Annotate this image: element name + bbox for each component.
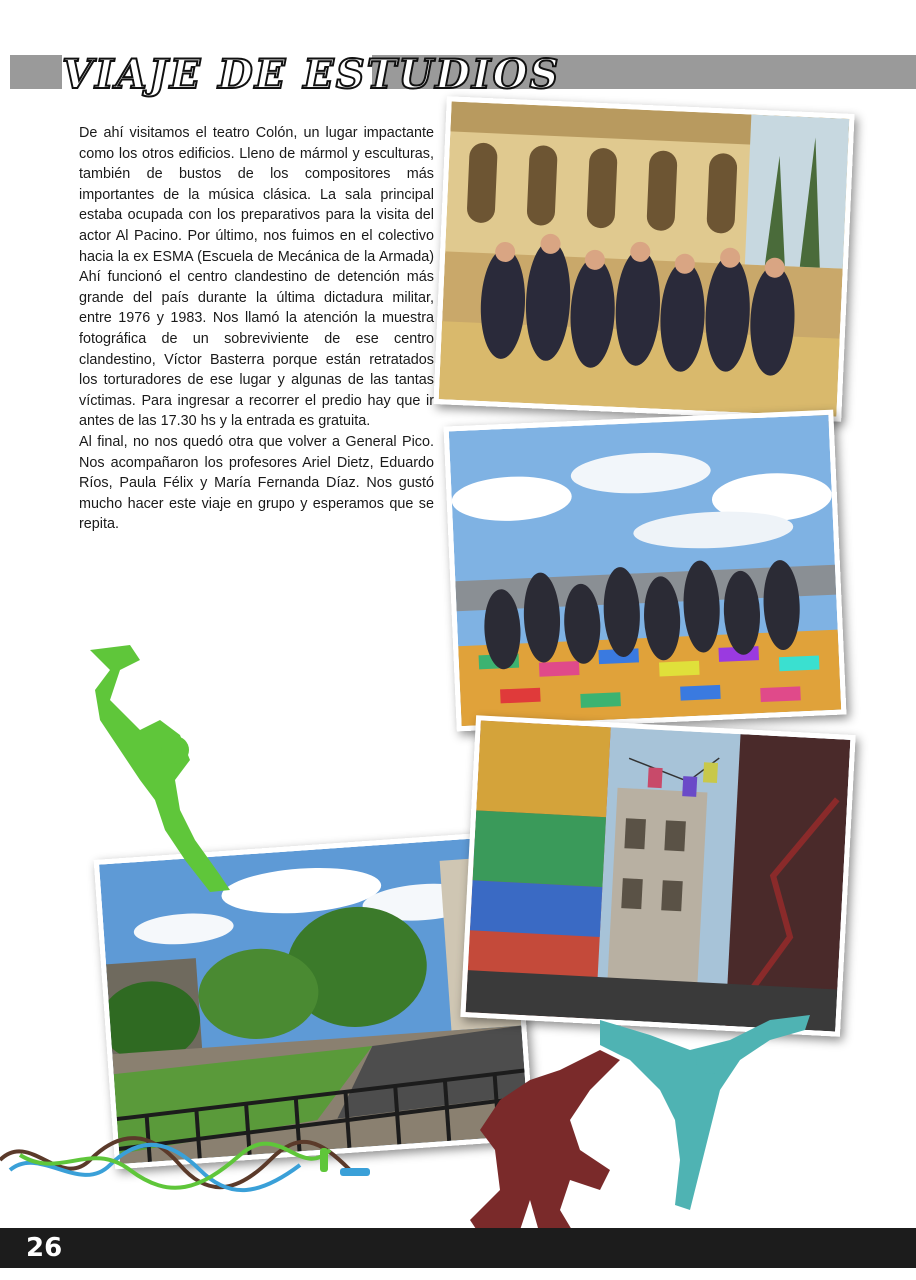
title-banner: [62, 40, 561, 106]
photo-group-colorful-pavement: [444, 410, 847, 732]
page-title: VIAJE DE ESTUDIOS: [62, 51, 561, 98]
headphone-cable-squiggle: [0, 1120, 400, 1200]
breakdancer-silhouette-maroon: [460, 1040, 640, 1240]
article-paragraph-1: De ahí visitamos el teatro Colón, un lugar impactante como los otros edificios. Lleno de mármol y esculturas, también de bustos de los compositores más importantes de la música clásica. La sala principal estaba ocupada con los preparativos para la visita del actor Al Pacino. Por último, nos fuimos en el colectivo hacia la ex ESMA (Escuela de Mecánica de la Armada) Ahí funcionó el centro clandestino de detención más grande del país durante la última dictadura militar, entre 1976 y 1983. Nos llamó la atención la muestra fotográfica de un sobreviviente de ese centro clandestino, Víctor Basterra porque están retratados los torturadores de ese lugar y algunas de las tantas víctimas. Para ingresar a recorrer el predio hay que ir antes de las 17.30 hs y la entrada es gratuita.: [79, 125, 434, 430]
photo-caminito-street: [460, 715, 855, 1036]
photo-group-courtyard: [433, 96, 854, 422]
article-paragraph-2: Al final, no nos quedó otra que volver a General Pico. Nos acompañaron los profesores Ariel Dietz, Eduardo Ríos, Paula Félix y María Fernanda Díaz. Nos gustó mucho hacer este viaje en grupo y esperamos que se repita.: [79, 433, 434, 533]
article-body: [79, 123, 434, 535]
breakdancer-silhouette-green: [80, 640, 240, 900]
footer-bar: [0, 1228, 916, 1268]
page-number: 26: [26, 1233, 63, 1263]
